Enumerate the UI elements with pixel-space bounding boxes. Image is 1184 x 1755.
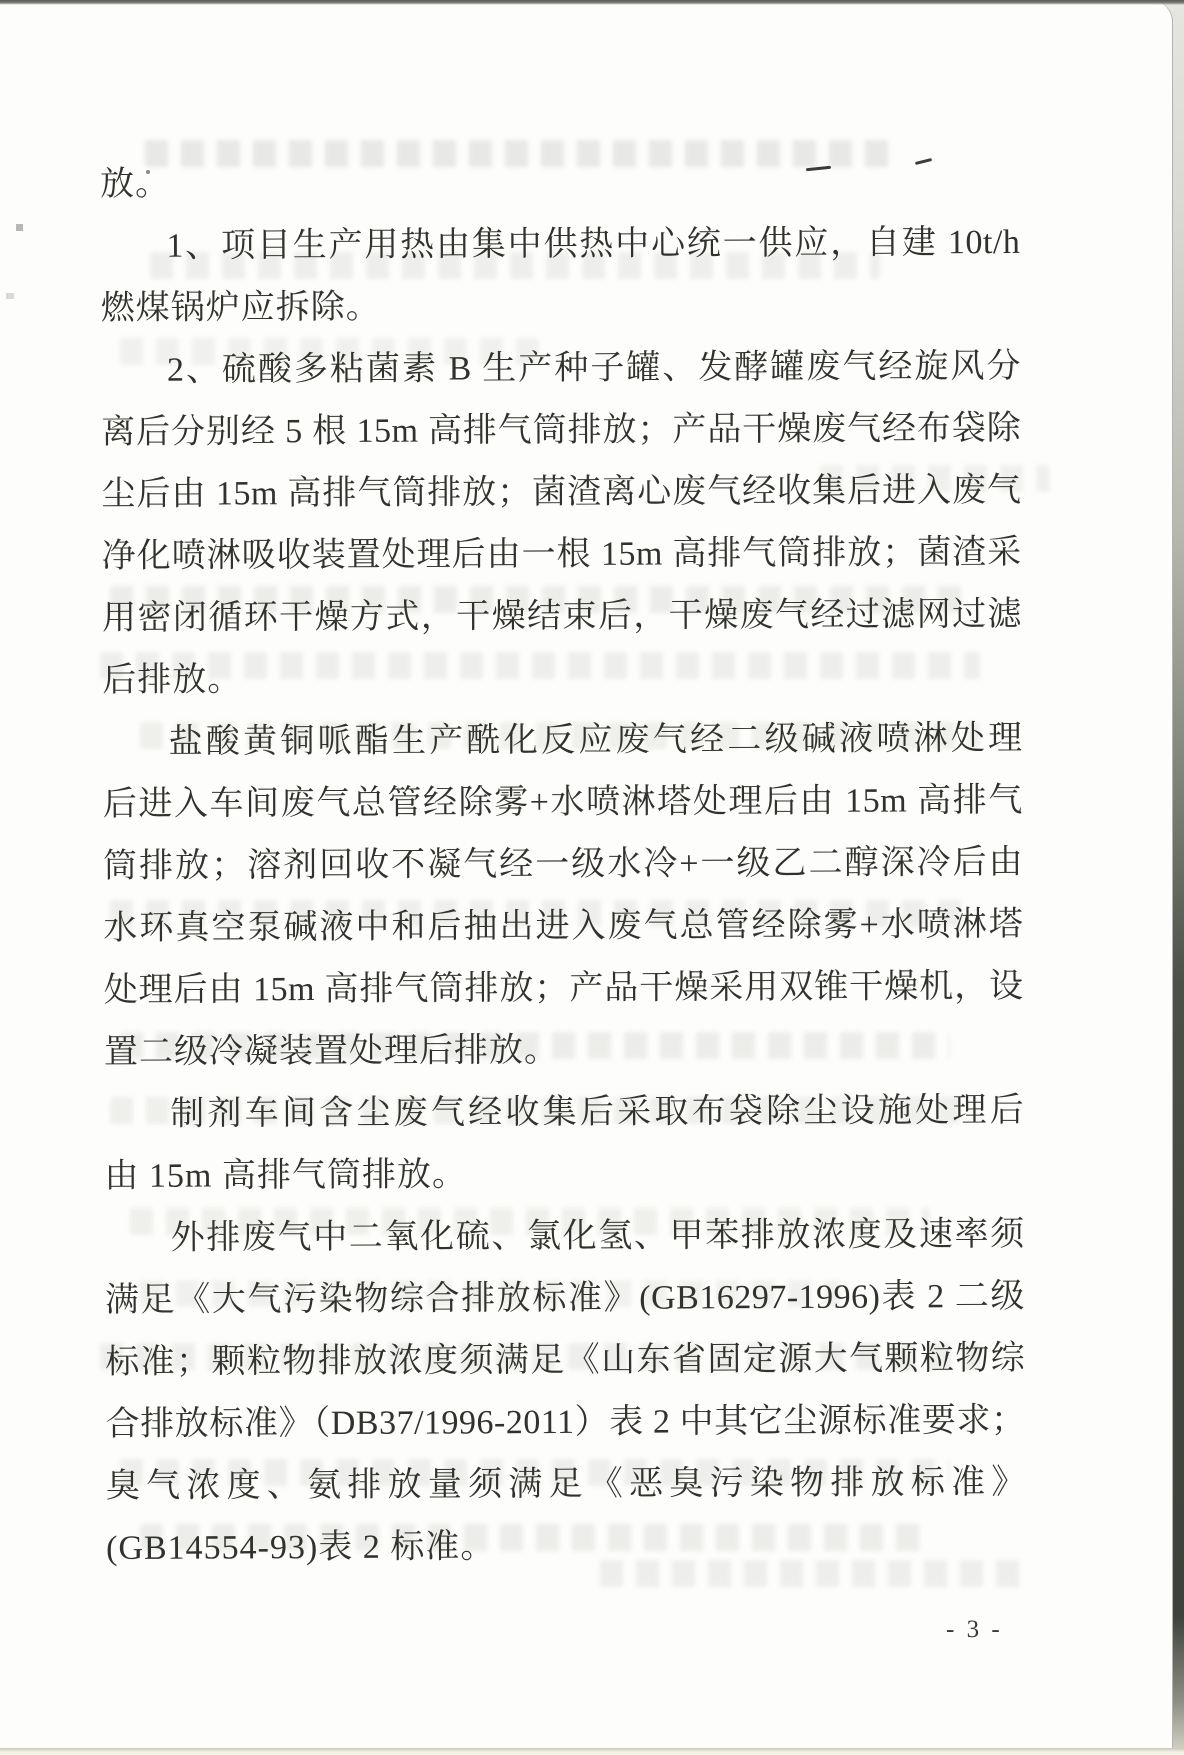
text-line: 后进入车间废气总管经除雾+水喷淋塔处理后由 15m 高排气 bbox=[102, 781, 1023, 823]
text-line: 用密闭循环干燥方式，干燥结束后，干燥废气经过滤网过滤 bbox=[101, 595, 1023, 637]
scan-edge-right bbox=[1173, 0, 1184, 1755]
text-line: (GB14554-93)表 2 标准。 bbox=[106, 1528, 496, 1567]
text-line: 燃煤锅炉应拆除。 bbox=[100, 288, 381, 327]
text-line: 满足《大气污染物综合排放标准》(GB16297-1996)表 2 二级 bbox=[104, 1277, 1026, 1319]
text-line: 1、项目生产用热由集中供热中心统一供应，自建 10t/h bbox=[166, 223, 1021, 265]
text-line: 筒排放；溶剂回收不凝气经一级水冷+一级乙二醇深冷后由 bbox=[103, 843, 1024, 885]
text-line: 尘后由 15m 高排气筒排放；菌渣离心废气经收集后进入废气 bbox=[101, 471, 1022, 513]
document-body bbox=[100, 150, 1026, 1580]
text-line: 离后分别经 5 根 15m 高排气筒排放；产品干燥废气经布袋除 bbox=[101, 409, 1022, 451]
text-line: 外排废气中二氧化硫、氯化氢、甲苯排放浓度及速率须 bbox=[170, 1215, 1025, 1257]
edge-speck bbox=[16, 224, 23, 231]
text-line: 置二级冷凝装置处理后排放。 bbox=[103, 1032, 559, 1071]
text-line: 处理后由 15m 高排气筒排放；产品干燥采用双锥干燥机，设 bbox=[103, 967, 1024, 1009]
page-number: - 3 - bbox=[946, 1616, 1003, 1643]
edge-speck bbox=[6, 293, 14, 299]
text-line: 制剂车间含尘废气经收集后采取布袋除尘设施处理后 bbox=[170, 1091, 1025, 1133]
scan-edge-top bbox=[0, 0, 1184, 5]
scan-edge-bottom bbox=[0, 1748, 1184, 1755]
text-line: 放。 bbox=[100, 165, 171, 203]
text-line: 水环真空泵碱液中和后抽出进入废气总管经除雾+水喷淋塔 bbox=[103, 905, 1024, 947]
text-line: 2、硫酸多粘菌素 B 生产种子罐、发酵罐废气经旋风分 bbox=[166, 347, 1022, 389]
text-line: 由 15m 高排气筒排放。 bbox=[104, 1156, 467, 1195]
text-line: 臭气浓度、氨排放量须满足《恶臭污染物排放标准》 bbox=[105, 1463, 1026, 1505]
text-line: 净化喷淋吸收装置处理后由一根 15m 高排气筒排放；菌渣采 bbox=[101, 533, 1022, 575]
text-line: 后排放。 bbox=[102, 661, 243, 699]
text-line: 标准；颗粒物排放浓度须满足《山东省固定源大气颗粒物综 bbox=[105, 1339, 1026, 1381]
text-line: 合排放标准》（DB37/1996-2011）表 2 中其它尘源标准要求； bbox=[105, 1401, 1026, 1443]
text-line: 盐酸黄铜哌酯生产酰化反应废气经二级碱液喷淋处理 bbox=[168, 719, 1023, 761]
